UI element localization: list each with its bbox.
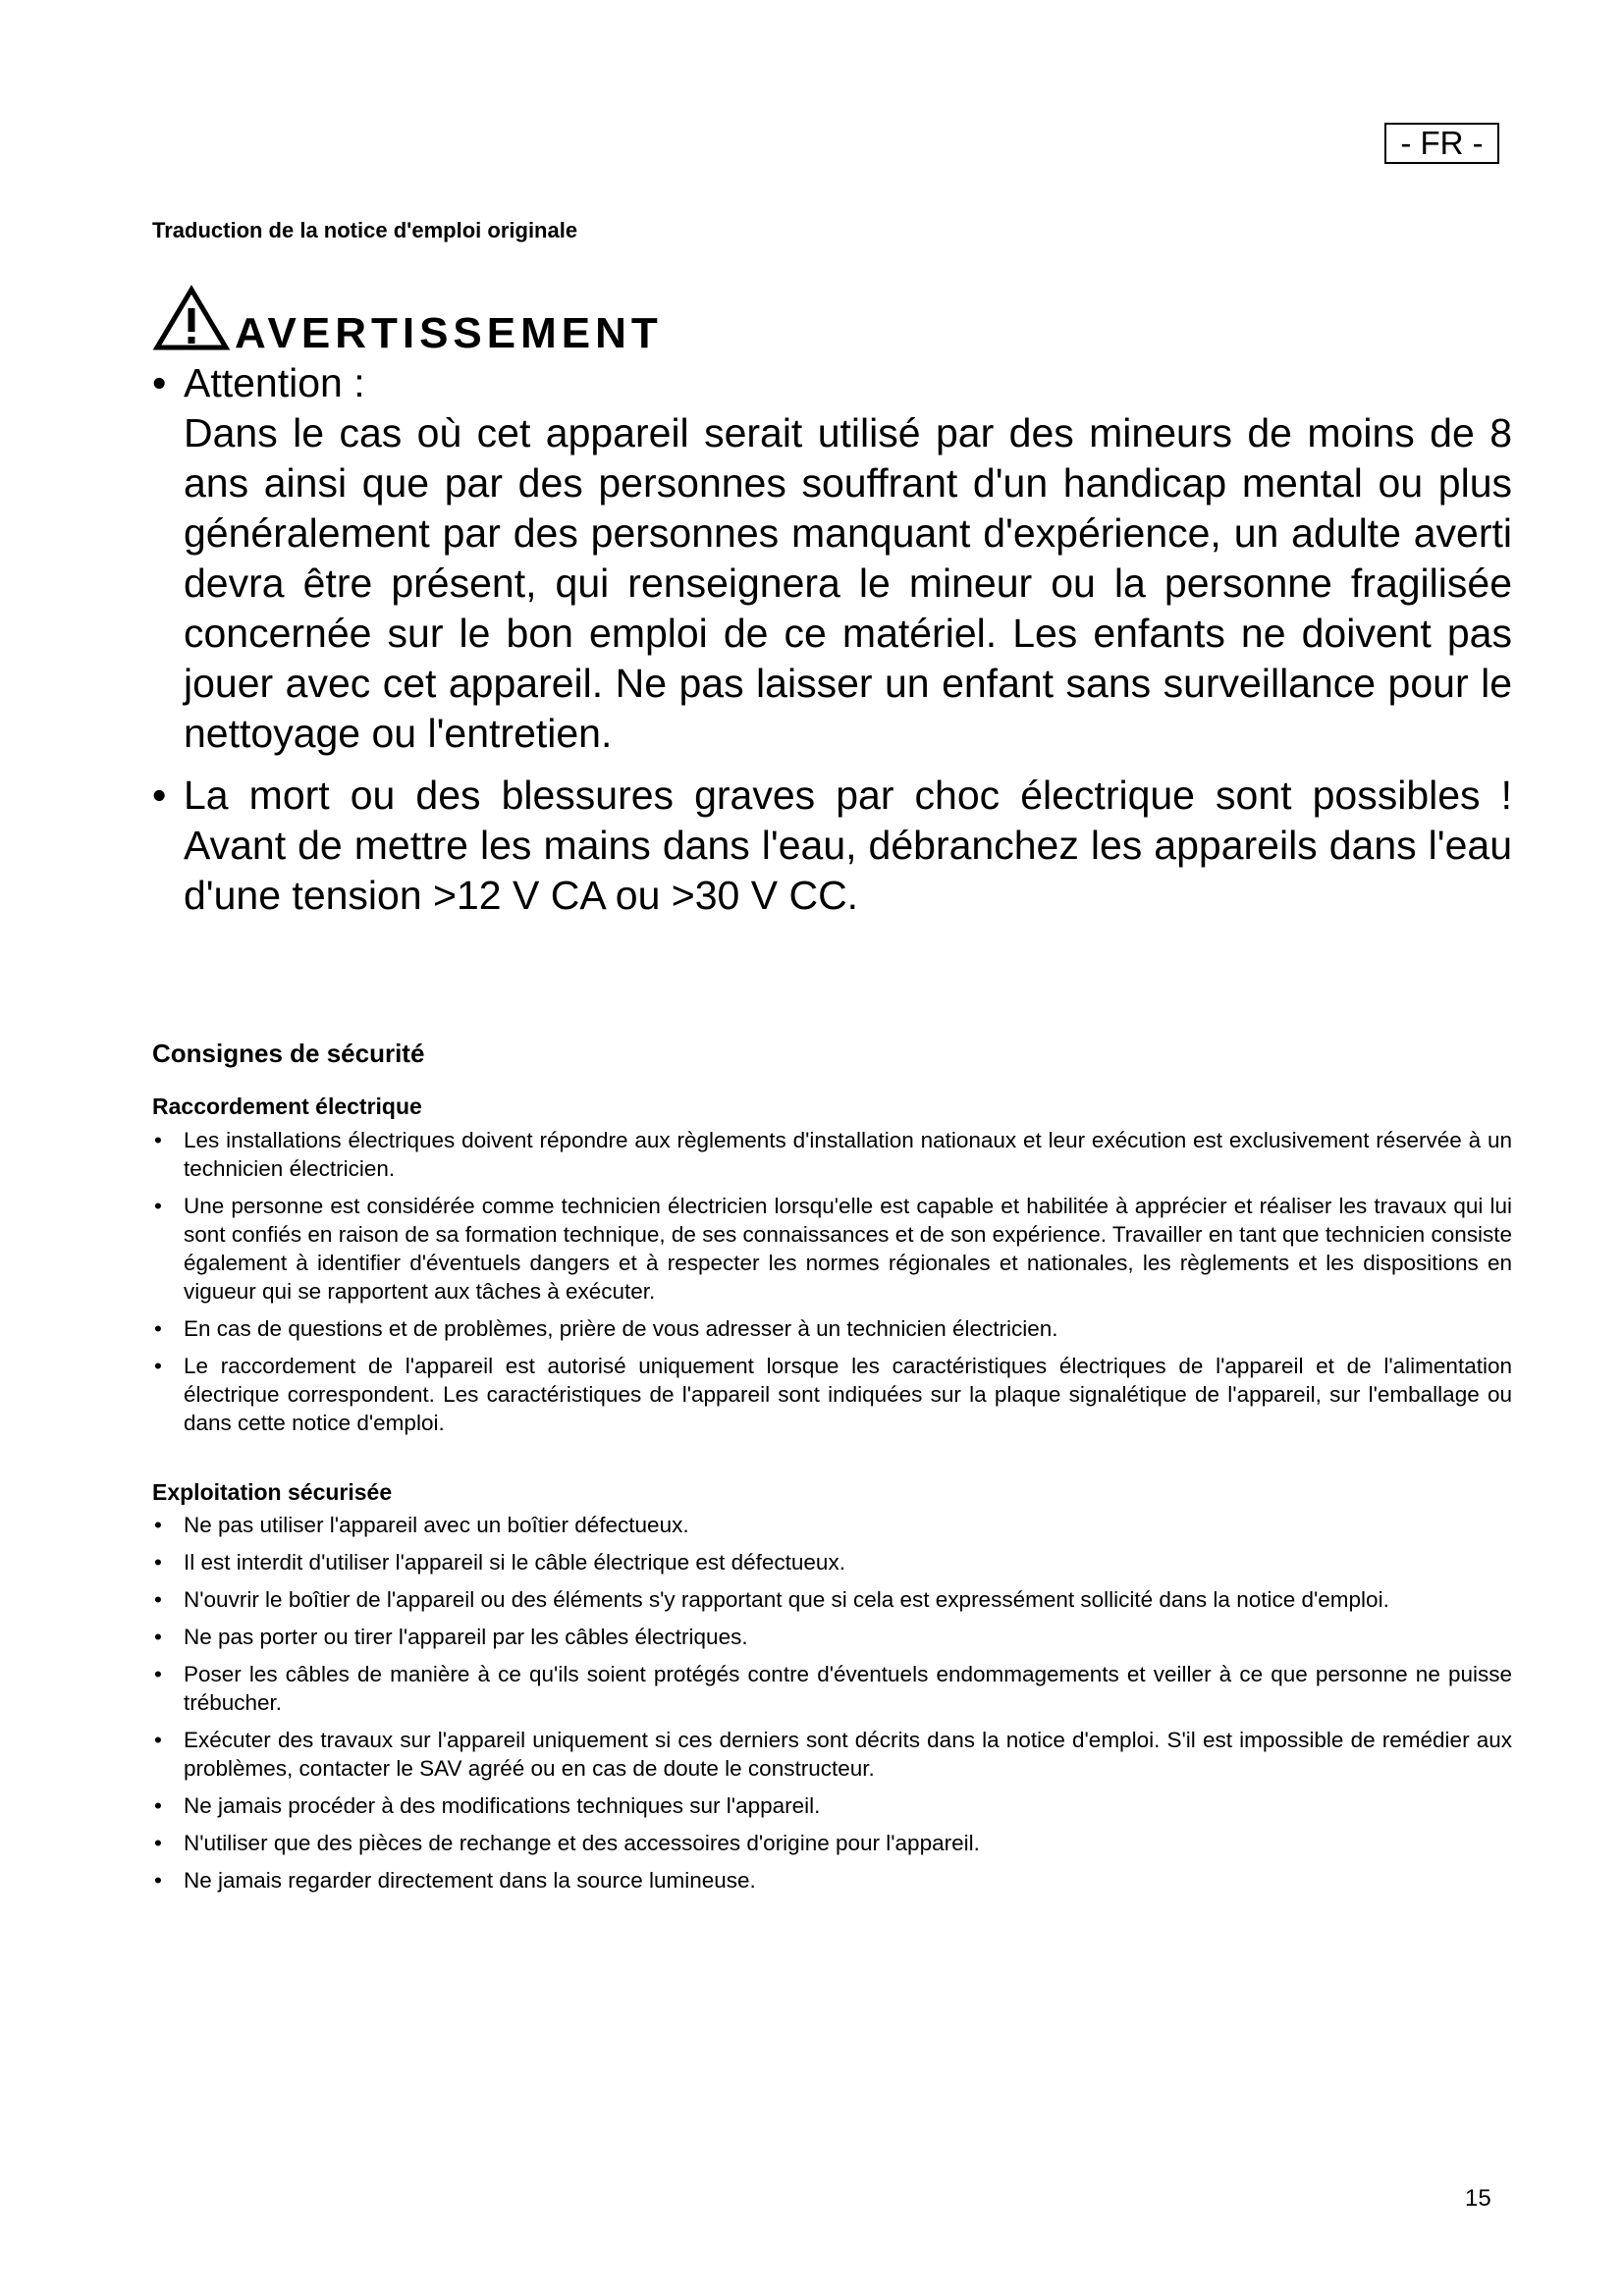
bullet-icon: • xyxy=(152,773,167,818)
list-item: • Ne jamais procéder à des modifications techniques sur l'appareil. xyxy=(154,1793,821,1818)
bullet-icon: • xyxy=(154,1194,162,1218)
bullet-icon: • xyxy=(154,1550,162,1575)
warning-title: AVERTISSEMENT xyxy=(235,309,663,357)
bullet-icon: • xyxy=(154,1513,162,1537)
bullet-icon: • xyxy=(154,1587,162,1612)
list-item: • Ne pas porter ou tirer l'appareil par les câbles électriques. xyxy=(154,1625,748,1649)
warning-header xyxy=(152,277,663,355)
bullet-icon: • xyxy=(154,1625,162,1649)
operation-list xyxy=(152,1511,1512,1903)
list-item: • Les installations électriques doivent répondre aux règlements d'installation nationaux et leur exécution est exclusivement réservée à un technicien électricien. xyxy=(154,1128,1512,1181)
list-item: • Exécuter des travaux sur l'appareil uniquement si ces derniers sont décrits dans la notice d'emploi. S'il est impossible de remédier aux problèmes, contacter le SAV agréé ou en cas de doute le constructeur. xyxy=(154,1728,1512,1781)
warning-item xyxy=(152,771,1512,921)
bullet-icon: • xyxy=(154,1728,162,1752)
warning-list xyxy=(152,358,1512,921)
document-subtitle: Traduction de la notice d'emploi originale xyxy=(152,218,578,242)
warning-item-text: La mort ou des blessures graves par choc électrique sont possibles ! Avant de mettre les mains dans l'eau, débranchez les appareils dans l'eau d'une tension >12 V CA ou >30 V CC. xyxy=(184,773,1512,918)
electrical-list xyxy=(152,1126,1512,1446)
list-item: • Poser les câbles de manière à ce qu'ils soient protégés contre d'éventuels endommagements et veiller à ce que personne ne puisse trébucher. xyxy=(154,1662,1512,1715)
list-item: • Une personne est considérée comme technicien électricien lorsqu'elle est capable et habilitée à apprécier et réaliser les travaux qui lui sont confiés en raison de sa formation technique, de ses connaissances et de son expérience. Travailler en tant que technicien consiste également à identifier d'éventuels dangers et à respecter les normes régionales et nationales, les règlements et les dispositions en vigueur qui se rapportent aux tâches à exécuter. xyxy=(154,1194,1512,1304)
warning-item xyxy=(152,358,1512,759)
bullet-icon: • xyxy=(154,1316,162,1341)
bullet-icon: • xyxy=(154,1128,162,1152)
list-item: • En cas de questions et de problèmes, prière de vous adresser à un technicien électricien. xyxy=(154,1316,1058,1341)
warning-triangle-icon xyxy=(152,285,231,355)
bullet-icon: • xyxy=(154,1662,162,1686)
list-item: • N'ouvrir le boîtier de l'appareil ou des éléments s'y rapportant que si cela est expressément sollicité dans la notice d'emploi. xyxy=(154,1587,1389,1612)
warning-item-text: Dans le cas où cet appareil serait utilisé par des mineurs de moins de 8 ans ainsi que par des personnes souffrant d'un handicap mental ou plus généralement par des personnes manquant d'expérience, un adulte averti devra être présent, qui renseignera le mineur ou la personne fragilisée concernée sur le bon emploi de ce matériel. Les enfants ne doivent pas jouer avec cet appareil. Ne pas laisser un enfant sans surveillance pour le nettoyage ou l'entretien. xyxy=(184,410,1512,756)
list-item: • Ne jamais regarder directement dans la source lumineuse. xyxy=(154,1868,756,1893)
electrical-subsection-title: Raccordement électrique xyxy=(152,1094,422,1119)
list-item: • Il est interdit d'utiliser l'appareil si le câble électrique est défectueux. xyxy=(154,1550,845,1575)
list-item: • Le raccordement de l'appareil est autorisé uniquement lorsque les caractéristiques électriques de l'appareil et de l'alimentation électrique correspondent. Les caractéristiques de l'appareil sont indiquées sur la plaque signalétique de l'appareil, sur l'emballage ou dans cette notice d'emploi. xyxy=(154,1354,1512,1435)
bullet-icon: • xyxy=(154,1354,162,1378)
operation-subsection-title: Exploitation sécurisée xyxy=(152,1479,393,1505)
bullet-icon: • xyxy=(154,1831,162,1855)
list-item: • Ne pas utiliser l'appareil avec un boîtier défectueux. xyxy=(154,1513,689,1537)
bullet-icon: • xyxy=(154,1793,162,1818)
safety-section-title: Consignes de sécurité xyxy=(152,1039,425,1068)
warning-item-title: Attention : xyxy=(184,360,365,405)
list-item: • N'utiliser que des pièces de rechange et des accessoires d'origine pour l'appareil. xyxy=(154,1831,980,1855)
language-badge: - FR - xyxy=(1384,123,1499,164)
bullet-icon: • xyxy=(152,360,167,405)
page-number: 15 xyxy=(1465,2185,1491,2212)
bullet-icon: • xyxy=(154,1868,162,1893)
